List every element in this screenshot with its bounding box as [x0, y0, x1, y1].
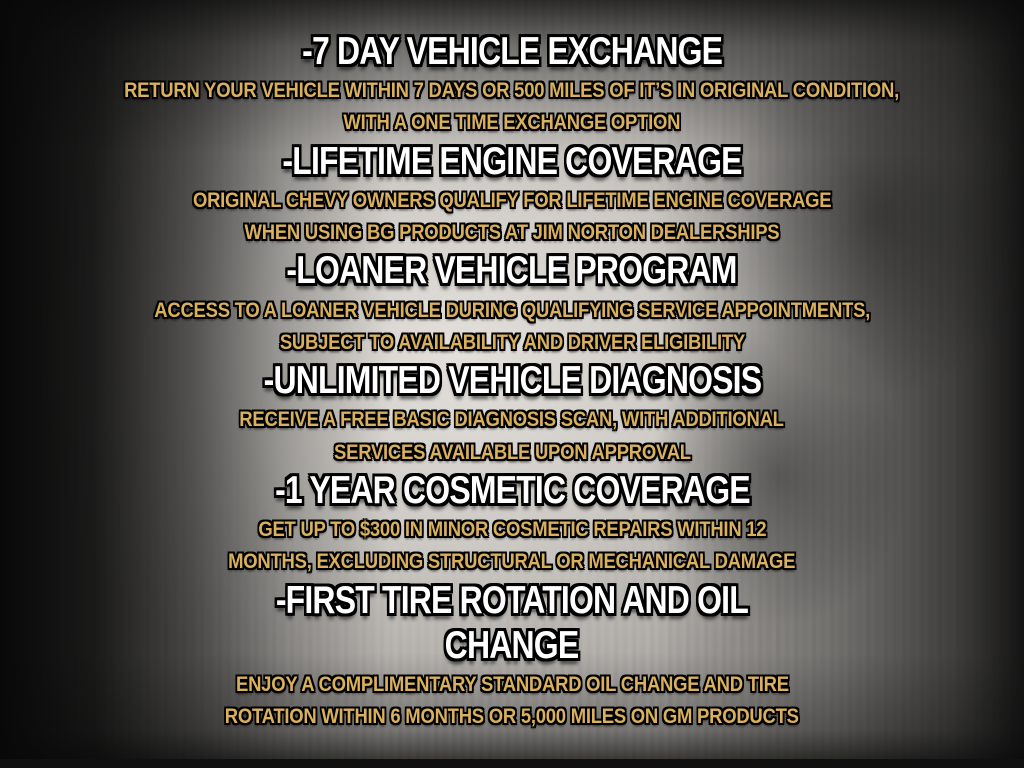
heading-line: [0, 578, 1024, 623]
heading-line: [0, 623, 1024, 668]
heading-line: [0, 248, 1024, 293]
heading-line: [0, 358, 1024, 403]
section-body-text: RETURN YOUR VEHICLE WITHIN 7 DAYS OR 500 MILES OF IT’S IN ORIGINAL CONDITION,: [124, 78, 900, 103]
body-line: [0, 326, 1024, 358]
section-body-text: ROTATION WITHIN 6 MONTHS OR 5,000 MILES ON GM PRODUCTS: [224, 704, 800, 729]
bottom-edge-bar: [0, 759, 1024, 768]
body-line: [0, 436, 1024, 468]
section-body-text: RECEIVE A FREE BASIC DIAGNOSIS SCAN, WITH ADDITIONAL: [239, 407, 785, 432]
heading-line: [0, 29, 1024, 74]
section-tire-rotation-oil-change: [0, 578, 1024, 733]
body-line: [0, 294, 1024, 326]
body-line: [0, 403, 1024, 435]
section-body-text: SUBJECT TO AVAILABILITY AND DRIVER ELIGIBILITY: [279, 329, 745, 354]
body-line: [0, 513, 1024, 545]
section-vehicle-diagnosis: [0, 358, 1024, 468]
heading-line: [0, 139, 1024, 184]
section-vehicle-exchange: [0, 29, 1024, 139]
section-heading: -7 DAY VEHICLE EXCHANGE: [301, 30, 723, 73]
body-line: [0, 668, 1024, 700]
section-body-text: ACCESS TO A LOANER VEHICLE DURING QUALIFYING SERVICE APPOINTMENTS,: [154, 297, 870, 322]
section-heading: -1 YEAR COSMETIC COVERAGE: [274, 468, 750, 512]
section-loaner-program: [0, 248, 1024, 358]
body-line: [0, 700, 1024, 732]
body-line: [0, 216, 1024, 248]
section-heading: -LIFETIME ENGINE COVERAGE: [282, 139, 742, 183]
section-engine-coverage: [0, 139, 1024, 249]
body-line: [0, 74, 1024, 106]
body-line: [0, 106, 1024, 138]
section-body-text: GET UP TO $300 IN MINOR COSMETIC REPAIRS WITHIN 12: [258, 517, 766, 542]
section-heading: -UNLIMITED VEHICLE DIAGNOSIS: [263, 359, 761, 403]
heading-line: [0, 468, 1024, 513]
body-line: [0, 545, 1024, 577]
section-cosmetic-coverage: [0, 468, 1024, 578]
section-heading: -LOANER VEHICLE PROGRAM: [286, 249, 738, 293]
section-body-text: WHEN USING BG PRODUCTS AT JIM NORTON DEALERSHIPS: [244, 220, 780, 245]
section-body-text: SERVICES AVAILABLE UPON APPROVAL: [333, 439, 691, 464]
section-body-text: MONTHS, EXCLUDING STRUCTURAL OR MECHANICAL DAMAGE: [228, 549, 796, 574]
section-heading: CHANGE: [445, 623, 579, 667]
section-heading: -FIRST TIRE ROTATION AND OIL: [275, 578, 749, 622]
section-body-text: WITH A ONE TIME EXCHANGE OPTION: [343, 110, 681, 135]
body-line: [0, 184, 1024, 216]
section-body-text: ENJOY A COMPLIMENTARY STANDARD OIL CHANGE AND TIRE: [235, 672, 789, 697]
section-body-text: ORIGINAL CHEVY OWNERS QUALIFY FOR LIFETIME ENGINE COVERAGE: [192, 187, 832, 212]
